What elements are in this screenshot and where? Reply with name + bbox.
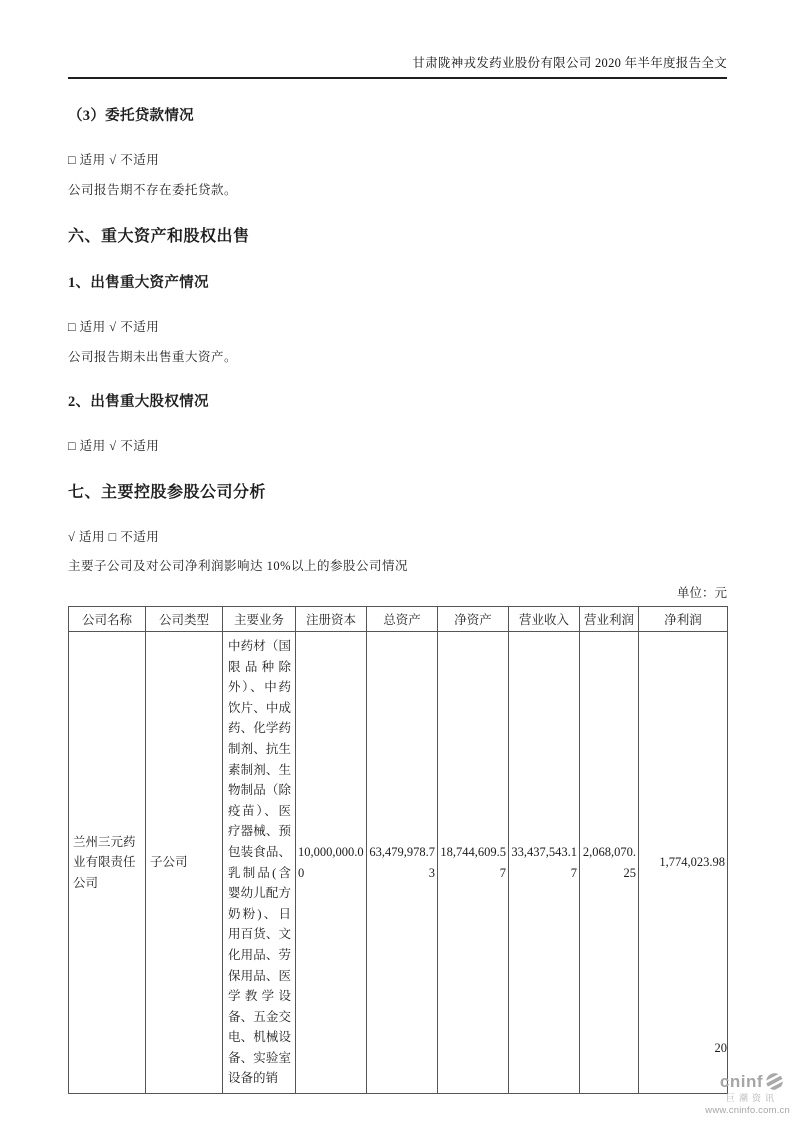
subsidiaries-intro: 主要子公司及对公司净利润影响达 10%以上的参股公司情况 [68,559,409,573]
cninfo-url: www.cninfo.com.cn [705,1105,790,1116]
applicability-entrusted-loans: □ 适用 √ 不适用 [68,153,160,167]
cell-operating-revenue: 33,437,543.17 [509,632,580,1094]
col-header-net-assets: 净资产 [438,607,509,632]
applicability-subsidiaries: √ 适用 □ 不适用 [68,530,160,544]
document-header [68,0,727,79]
cell-net-assets: 18,744,609.57 [438,632,509,1094]
document-header-title: 甘肃陇神戎发药业股份有限公司 2020 年半年度报告全文 [412,56,727,70]
cninfo-globe-icon [765,1072,784,1091]
applicability-sale-of-equity: □ 适用 √ 不适用 [68,439,160,453]
col-header-operating-revenue: 营业收入 [509,607,580,632]
heading-sale-of-equity: 2、出售重大股权情况 [68,394,209,410]
table-header-row [69,607,728,632]
table-row [69,632,728,1094]
cninfo-logo [690,1072,790,1116]
col-header-operating-profit: 营业利润 [580,607,639,632]
cell-company-type: 子公司 [146,632,223,1094]
cell-total-assets: 63,479,978.73 [367,632,438,1094]
col-header-total-assets: 总资产 [367,607,438,632]
cell-operating-profit: 2,068,070.25 [580,632,639,1094]
page-number: 20 [714,1041,727,1055]
cell-registered-capital: 10,000,000.00 [296,632,367,1094]
col-header-main-business: 主要业务 [223,607,296,632]
cninfo-wordmark: cninf [719,1072,763,1091]
cninfo-caption: 巨潮资讯 [725,1093,778,1103]
col-header-registered-capital: 注册资本 [296,607,367,632]
note-entrusted-loans: 公司报告期不存在委托贷款。 [68,183,238,197]
heading-sale-of-assets: 1、出售重大资产情况 [68,275,209,291]
heading-subsidiaries-analysis: 七、主要控股参股公司分析 [68,484,267,501]
col-header-company-name: 公司名称 [69,607,146,632]
unit-label: 单位：元 [676,586,727,600]
col-header-company-type: 公司类型 [146,607,223,632]
note-sale-of-assets: 公司报告期未出售重大资产。 [68,350,238,364]
heading-entrusted-loans: （3）委托贷款情况 [68,108,194,124]
cell-net-profit: 1,774,023.98 [639,632,728,1094]
cell-main-business: 中药材（国限品种除外）、中药饮片、中成药、化学药制剂、抗生素制剂、生物制品（除疫苗）、医疗器械、预包装食品、乳制品(含婴幼儿配方奶粉)、日用百货、文化用品、劳保用品、医学教学设备、五金交电、机械设备、实验室设备的销 [223,632,296,1094]
heading-major-sales: 六、重大资产和股权出售 [68,228,250,245]
applicability-sale-of-assets: □ 适用 √ 不适用 [68,320,160,334]
subsidiaries-table [68,606,728,1094]
col-header-net-profit: 净利润 [639,607,728,632]
cell-company-name: 兰州三元药业有限责任公司 [69,632,146,1094]
